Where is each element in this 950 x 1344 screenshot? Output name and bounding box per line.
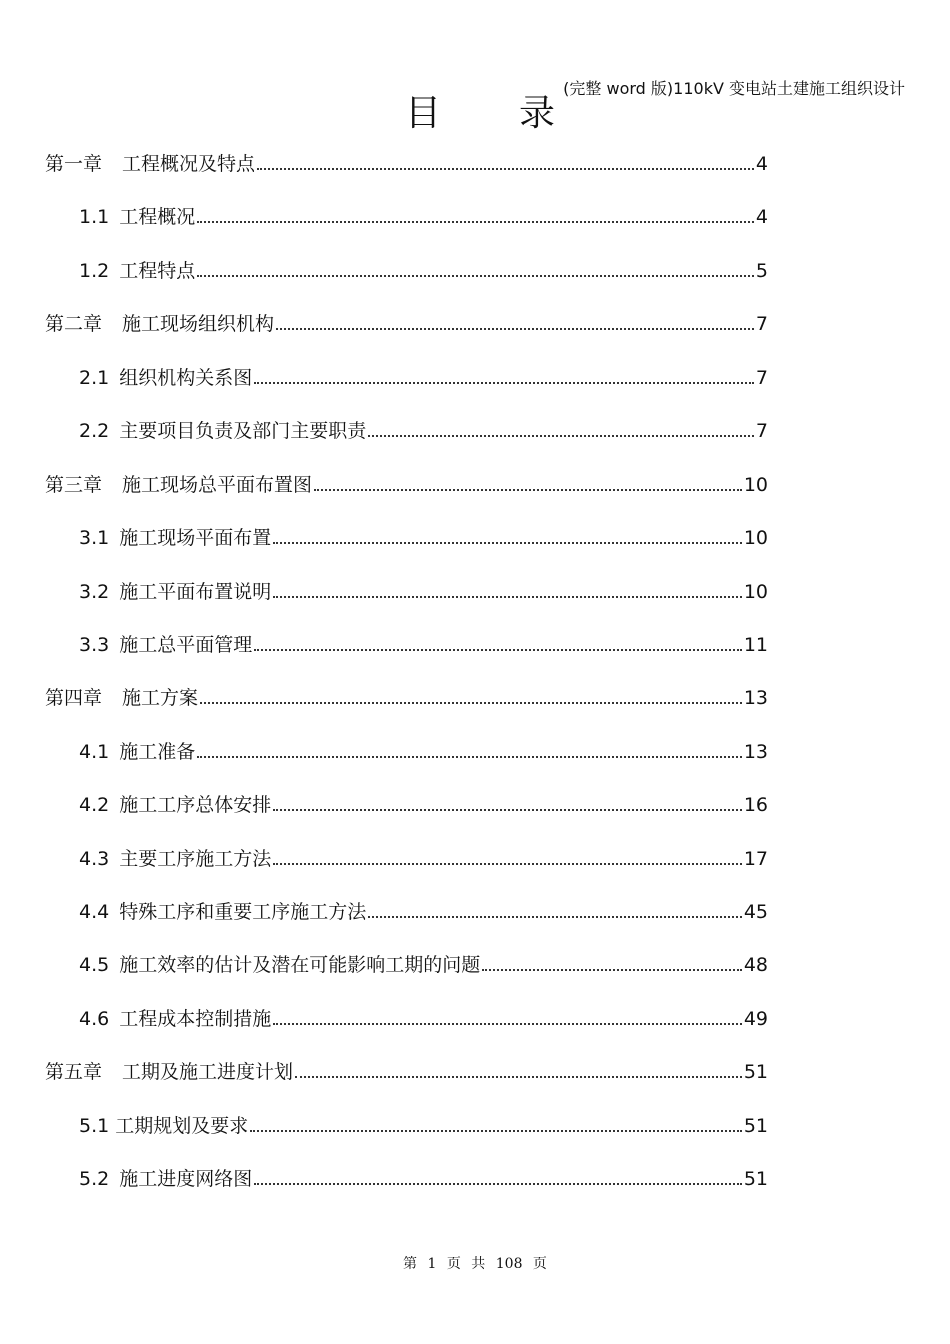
toc-entry-number: 4.4 [79, 901, 110, 923]
toc-entry[interactable] [79, 411, 768, 443]
toc-entry-number: 3.1 [79, 527, 110, 549]
toc-entry-label: 主要工序施工方法 [119, 848, 272, 870]
toc-entry-number: 2.2 [79, 420, 110, 442]
toc-entry-label: 组织机构关系图 [119, 367, 253, 389]
page-title-char-1: 目 [405, 93, 442, 134]
toc-entry[interactable] [79, 625, 768, 657]
toc-leader-dots [273, 541, 742, 544]
toc-leader-dots [197, 220, 754, 223]
toc-entry[interactable] [79, 732, 768, 764]
toc-entry-label: 工程特点 [119, 260, 196, 282]
toc-entry-number: 4.1 [79, 741, 110, 763]
toc-entry-number: 5.2 [79, 1168, 110, 1190]
toc-entry[interactable] [79, 999, 768, 1031]
toc-entry-number: 3.2 [79, 581, 110, 603]
toc-entry-page: 48 [743, 954, 768, 976]
toc-entry-number: 第五章 [45, 1061, 103, 1083]
toc-leader-dots [254, 381, 754, 384]
toc-leader-dots [254, 1182, 742, 1185]
toc-entry[interactable] [79, 572, 768, 604]
toc-entry-number: 第三章 [45, 474, 103, 496]
toc-entry-number: 第二章 [45, 313, 103, 335]
toc-entry-page: 10 [743, 527, 768, 549]
toc-entry[interactable] [79, 945, 768, 977]
toc-entry-label: 工程成本控制措施 [119, 1008, 272, 1030]
toc-entry[interactable] [45, 1052, 768, 1084]
toc-leader-dots [273, 1022, 742, 1025]
toc-entry-page: 4 [755, 153, 768, 175]
toc-leader-dots [250, 1129, 742, 1132]
toc-entry-number: 4.3 [79, 848, 110, 870]
toc-leader-dots [273, 595, 742, 598]
toc-entry[interactable] [79, 518, 768, 550]
toc-leader-dots [482, 968, 742, 971]
toc-leader-dots [197, 755, 742, 758]
toc-entry-label: 特殊工序和重要工序施工方法 [119, 901, 367, 923]
toc-entry[interactable] [79, 839, 768, 871]
toc-entry-number: 4.2 [79, 794, 110, 816]
toc-entry-page: 7 [755, 313, 768, 335]
toc-entry-number: 1.2 [79, 260, 110, 282]
toc-entry-page: 4 [755, 206, 768, 228]
toc-entry-label: 施工进度网络图 [119, 1168, 253, 1190]
toc-entry[interactable] [45, 304, 768, 336]
toc-entry-label: 工程概况及特点 [122, 153, 256, 175]
page-title [405, 92, 555, 136]
toc-leader-dots [200, 701, 742, 704]
toc-leader-dots [197, 274, 754, 277]
toc-leader-dots [368, 434, 754, 437]
toc-entry-page: 11 [743, 634, 768, 656]
toc-entry-number: 第四章 [45, 687, 103, 709]
toc-entry-number: 第一章 [45, 153, 103, 175]
toc-leader-dots [257, 167, 754, 170]
toc-entry-page: 51 [743, 1168, 768, 1190]
toc-entry[interactable] [79, 1106, 768, 1138]
toc-entry-label: 施工工序总体安排 [119, 794, 272, 816]
toc-entry[interactable] [45, 678, 768, 710]
toc-entry-label: 施工准备 [119, 741, 196, 763]
toc-entry[interactable] [79, 197, 768, 229]
toc-entry-page: 16 [743, 794, 768, 816]
toc-leader-dots [273, 808, 742, 811]
toc-entry-number: 2.1 [79, 367, 110, 389]
toc-entry[interactable] [79, 358, 768, 390]
toc-entry-label: 工期规划及要求 [115, 1115, 249, 1137]
toc-entry[interactable] [79, 892, 768, 924]
toc-entry-label: 施工现场平面布置 [119, 527, 272, 549]
toc-entry-label: 施工现场组织机构 [122, 313, 275, 335]
toc-entry-label: 施工平面布置说明 [119, 581, 272, 603]
toc-leader-dots [314, 488, 742, 491]
toc-entry-page: 7 [755, 367, 768, 389]
toc-entry[interactable] [79, 1159, 768, 1191]
toc-entry-page: 45 [743, 901, 768, 923]
toc-entry-label: 主要项目负责及部门主要职责 [119, 420, 367, 442]
toc-entry-page: 13 [743, 687, 768, 709]
page-footer: 第 1 页 共 108 页 [403, 1256, 547, 1272]
toc-entry[interactable] [45, 144, 768, 176]
toc-entry-page: 13 [743, 741, 768, 763]
toc-entry-label: 工程概况 [119, 206, 196, 228]
toc-entry-label: 施工现场总平面布置图 [122, 474, 313, 496]
toc-entry-number: 1.1 [79, 206, 110, 228]
toc-entry-number: 4.5 [79, 954, 110, 976]
toc-entry-page: 10 [743, 581, 768, 603]
toc-entry-page: 17 [743, 848, 768, 870]
toc-entry-page: 51 [743, 1115, 768, 1137]
toc-entry[interactable] [45, 465, 768, 497]
toc-entry-number: 3.3 [79, 634, 110, 656]
toc-entry-label: 施工效率的估计及潜在可能影响工期的问题 [119, 954, 481, 976]
running-header: (完整 word 版)110kV 变电站土建施工组织设计 [563, 79, 905, 98]
toc-leader-dots [368, 915, 742, 918]
toc-entry-label: 施工总平面管理 [119, 634, 253, 656]
toc-entry-page: 7 [755, 420, 768, 442]
toc-entry-label: 施工方案 [122, 687, 199, 709]
toc-entry-page: 5 [755, 260, 768, 282]
toc-entry[interactable] [79, 251, 768, 283]
toc-leader-dots [295, 1075, 742, 1078]
page-title-char-2: 录 [518, 93, 555, 134]
toc-entry-page: 49 [743, 1008, 768, 1030]
toc-entry[interactable] [79, 785, 768, 817]
toc-leader-dots [254, 648, 742, 651]
toc-entry-number: 5.1 [79, 1115, 110, 1137]
toc-entry-number: 4.6 [79, 1008, 110, 1030]
toc-leader-dots [273, 862, 742, 865]
toc-leader-dots [276, 327, 754, 330]
toc-entry-page: 10 [743, 474, 768, 496]
toc-entry-page: 51 [743, 1061, 768, 1083]
toc-entry-label: 工期及施工进度计划 [122, 1061, 294, 1083]
